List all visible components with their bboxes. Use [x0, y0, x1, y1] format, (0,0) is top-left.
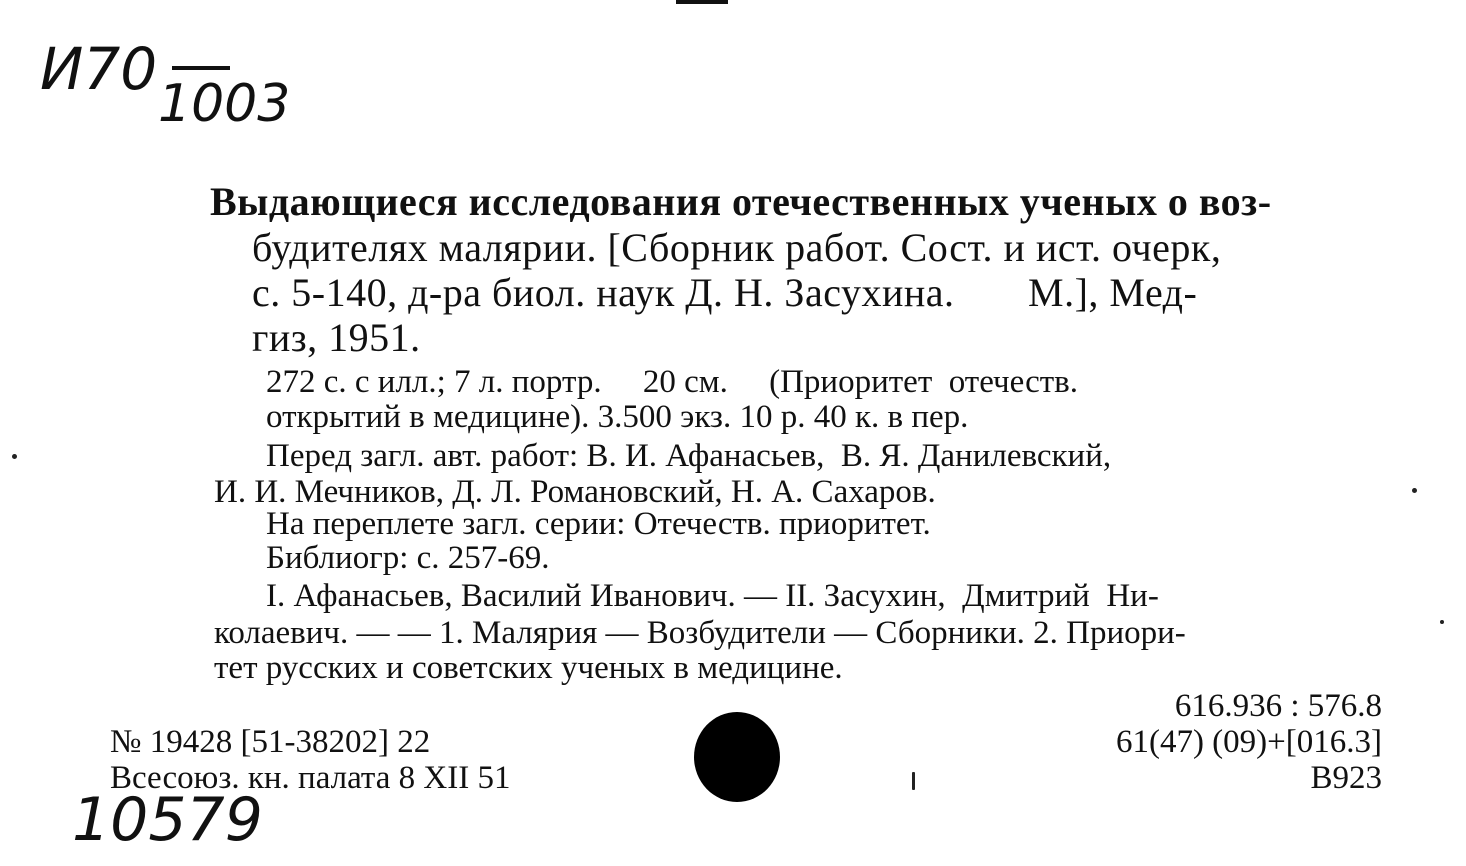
speck [12, 454, 17, 459]
punch-hole [694, 712, 780, 802]
cutter-number: В923 [1310, 760, 1382, 796]
bibliography-line: Библиогр: с. 257-69. [266, 540, 550, 576]
authors-note-line-1: Перед загл. авт. работ: В. И. Афанасьев, В. Я. Данилевский, [266, 438, 1112, 474]
speck [912, 772, 915, 790]
book-chamber-line: Всесоюз. кн. палата 8 XII 51 [110, 760, 511, 796]
handwritten-shelfmark-bottom: 1003 [158, 74, 291, 134]
title-line-4: гиз, 1951. [252, 315, 421, 360]
handwritten-accession-number: 10579 [72, 785, 263, 855]
classification-code: 61(47) (09)+[016.3] [1115, 724, 1382, 760]
speck [1440, 620, 1444, 624]
title-line-3: с. 5-140, д-ра биол. наук Д. Н. Засухина. М.], Мед- [252, 270, 1198, 315]
speck [1412, 488, 1417, 493]
tracings-line-1: I. Афанасьев, Василий Иванович. — II. Засухин, Дмитрий Ни- [266, 578, 1159, 614]
series-note-line: На переплете загл. серии: Отечеств. приоритет. [266, 506, 931, 542]
title-line-2: будителях малярии. [Сборник работ. Сост. и ист. очерк, [252, 225, 1222, 270]
edition-line: открытий в медицине). 3.500 экз. 10 р. 40 к. в пер. [266, 399, 969, 435]
title-line-1: Выдающиеся исследования отечественных ученых о воз- [210, 179, 1272, 224]
collation-line: 272 с. с илл.; 7 л. портр. 20 см. (Приоритет отечеств. [266, 364, 1079, 400]
tracings-line-3: тет русских и советских ученых в медицине. [214, 650, 843, 686]
top-edge-mark [676, 0, 728, 4]
tracings-line-2: колаевич. — — 1. Малярия — Возбудители — Сборники. 2. Приори- [214, 615, 1186, 651]
record-number: № 19428 [51-38202] 22 [110, 724, 431, 760]
handwritten-shelfmark-top: И70 [40, 35, 158, 103]
udc-code: 616.936 : 576.8 [1174, 688, 1382, 724]
authors-note-line-2: И. И. Мечников, Д. Л. Романовский, Н. А. Сахаров. [214, 474, 936, 510]
shelfmark-bar [172, 66, 230, 70]
